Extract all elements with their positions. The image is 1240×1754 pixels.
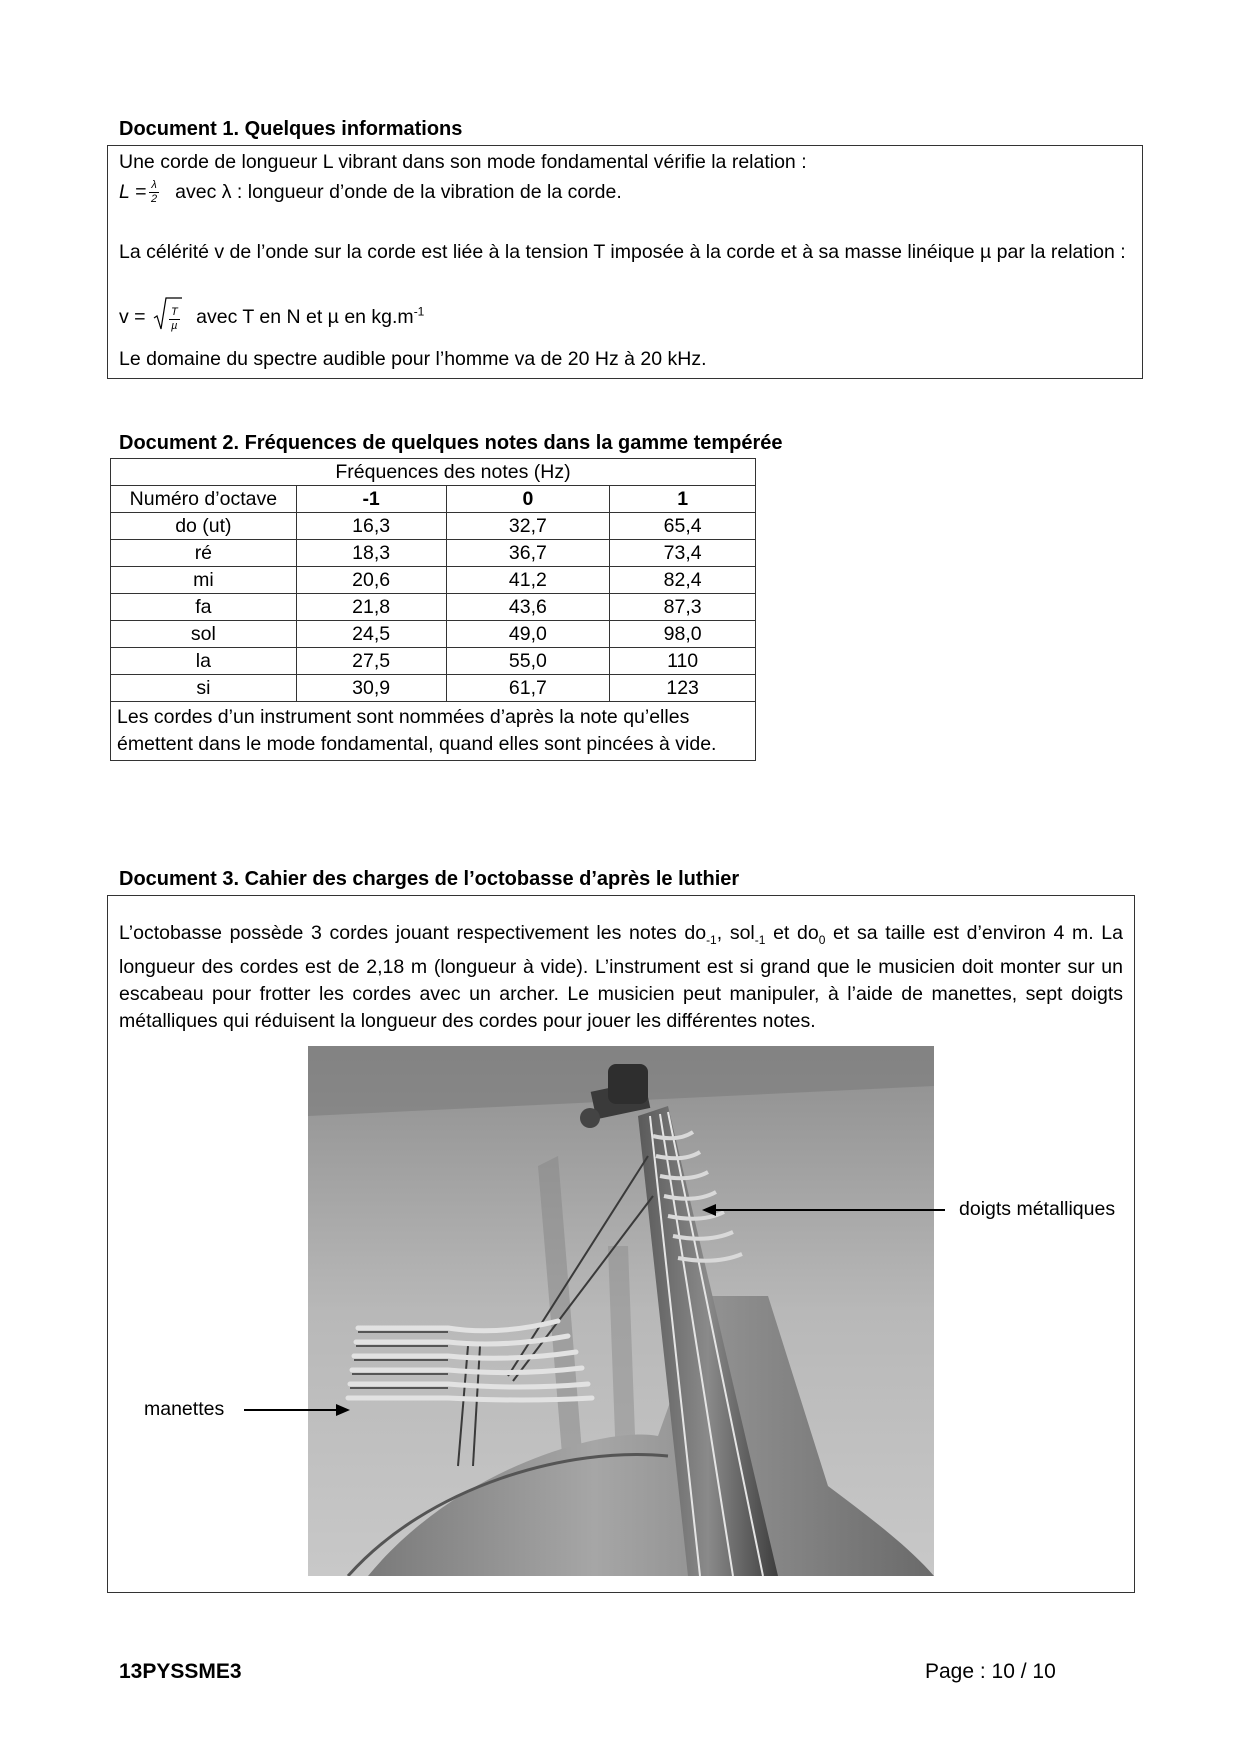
octave-label: Numéro d’octave (111, 486, 297, 513)
doc1-last-line: Le domaine du spectre audible pour l’homme va de 20 Hz à 20 kHz. (119, 348, 707, 370)
formula1-lhs: L = (119, 181, 147, 203)
doc3-text-c: et do (765, 922, 819, 944)
table-row (111, 648, 756, 675)
table-footnote: Les cordes d’un instrument sont nommées d’après la note qu’elles émettent dans le mode fondamental, quand elles sont pincées à vide. (111, 702, 756, 761)
octave-subscript: -1 (754, 932, 766, 947)
frequency-table (110, 458, 756, 761)
label-manettes: manettes (144, 1398, 225, 1420)
doc1-formula1 (119, 179, 1129, 206)
freq-cell: 49,0 (446, 621, 610, 648)
freq-cell: 36,7 (446, 540, 610, 567)
freq-cell: 41,2 (446, 567, 610, 594)
octave-subscript: -1 (706, 932, 717, 947)
formula2-den: µ (171, 319, 178, 332)
doc1-line1: Une corde de longueur L vibrant dans son mode fondamental vérifie la relation : (119, 151, 807, 173)
table-corner (111, 459, 297, 486)
doc1-box (107, 145, 1143, 379)
formula2-exp: -1 (413, 304, 425, 319)
freq-cell: 30,9 (296, 675, 446, 702)
freq-cell: 65,4 (610, 513, 756, 540)
formula1-rest: avec λ : longueur d’onde de la vibration de la corde. (175, 181, 622, 203)
formula1-fraction (149, 179, 158, 206)
freq-cell: 55,0 (446, 648, 610, 675)
note-name: fa (111, 594, 297, 621)
formula2-num: T (170, 305, 178, 318)
freq-cell: 16,3 (296, 513, 446, 540)
freq-cell: 87,3 (610, 594, 756, 621)
note-name: do (ut) (111, 513, 297, 540)
freq-cell: 20,6 (296, 567, 446, 594)
note-name: mi (111, 567, 297, 594)
note-name: si (111, 675, 297, 702)
doigts-arrow (700, 1200, 950, 1220)
note-name: ré (111, 540, 297, 567)
table-group-header: Fréquences des notes (Hz) (296, 459, 610, 486)
doc1-title: Document 1. Quelques informations (119, 118, 463, 140)
freq-cell: 82,4 (610, 567, 756, 594)
freq-cell: 18,3 (296, 540, 446, 567)
doc3-text-b: , sol (716, 922, 755, 944)
doc3-paragraph (119, 920, 1123, 1035)
freq-cell: 32,7 (446, 513, 610, 540)
note-name: la (111, 648, 297, 675)
freq-cell: 61,7 (446, 675, 610, 702)
freq-cell: 43,6 (446, 594, 610, 621)
octobass-illustration (308, 1046, 934, 1576)
freq-cell: 123 (610, 675, 756, 702)
octave-header: 1 (610, 486, 756, 513)
table-octave-row (111, 486, 756, 513)
freq-cell: 24,5 (296, 621, 446, 648)
doc3-text-a: L’octobasse possède 3 cordes jouant respectivement les notes do (119, 922, 707, 944)
footer-code: 13PYSSME3 (119, 1660, 242, 1683)
manettes-arrow (242, 1400, 352, 1420)
freq-cell: 110 (610, 648, 756, 675)
freq-cell: 98,0 (610, 621, 756, 648)
freq-cell: 21,8 (296, 594, 446, 621)
table-row (111, 621, 756, 648)
formula2-lhs: v = (119, 306, 146, 329)
freq-cell: 27,5 (296, 648, 446, 675)
formula1-num: λ (151, 179, 157, 192)
octobass-photo (308, 1046, 934, 1576)
table-row (111, 675, 756, 702)
footer-page: Page : 10 / 10 (925, 1660, 1056, 1683)
table-header-row (111, 459, 756, 486)
table-row (111, 540, 756, 567)
doc1-para2: La célérité v de l’onde sur la corde est liée à la tension T imposée à la corde et à sa masse linéique µ par la relation : (119, 241, 1126, 263)
table-footnote-row (111, 702, 756, 761)
formula2-fraction (169, 306, 180, 333)
octave-header: -1 (296, 486, 446, 513)
doc3-text-d: et sa taille est d’environ 4 m. La longueur des cordes est de 2,18 m (longueur à vide). L’instrument est si grand que le musicien doit monter sur un escabeau pour frotter les cordes avec un archer. Le musicien peut manipuler, à l’aide de manettes, sept doigts métalliques qui réduisent la longueur des cordes pour jouer les différentes notes. (119, 922, 1123, 1032)
octave-header: 0 (446, 486, 610, 513)
freq-cell: 73,4 (610, 540, 756, 567)
formula2-rest: avec T en N et µ en kg.m (196, 306, 414, 329)
octave-subscript: 0 (818, 932, 826, 947)
doc2-title: Document 2. Fréquences de quelques notes dans la gamme tempérée (119, 432, 783, 454)
label-doigts-metalliques: doigts métalliques (959, 1198, 1116, 1220)
note-name: sol (111, 621, 297, 648)
table-row (111, 513, 756, 540)
table-row (111, 567, 756, 594)
doc1-formula2 (119, 296, 1129, 340)
table-header-spacer (610, 459, 756, 486)
doc3-title: Document 3. Cahier des charges de l’octobasse d’après le luthier (119, 868, 740, 890)
table-row (111, 594, 756, 621)
formula1-den: 2 (150, 193, 158, 206)
